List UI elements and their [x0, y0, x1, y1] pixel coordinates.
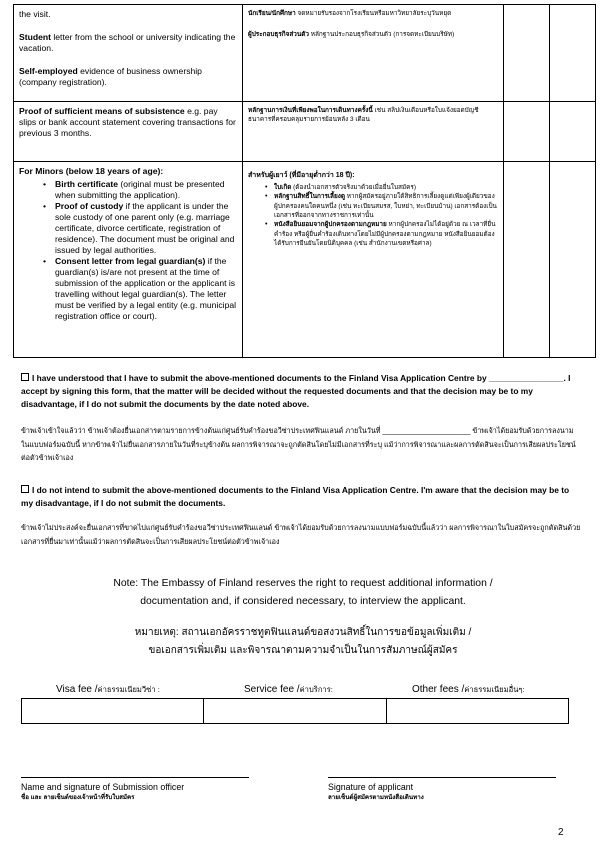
student-label: Student [19, 32, 51, 42]
documents-table [13, 4, 596, 358]
subsistence-label: Proof of sufficient means of subsistence [19, 106, 185, 116]
check-cell[interactable] [550, 5, 596, 102]
statement-text-th: ข้าพเจ้าเข้าใจแล้วว่า ข้าพเจ้าต้องยื่นเอกสารตามรายการข้างต้นแก่ศูนย์รับคำร้องขอวีซ่าประเทศฟินแลนด์ ภายในวันที่ [21, 426, 381, 435]
self-employed-label: Self-employed [19, 66, 78, 76]
student-text: letter from the school or university indicating the vacation. [19, 32, 236, 53]
caption-text: Name and signature of Submission officer [21, 782, 185, 792]
item-text: (ต้องนำเอกสารตัวจริงมาด้วยเมื่อยื่นใบสมัคร) [291, 184, 416, 192]
subsistence-label-th: หลักฐานการเงินที่เพียงพอในการเดินทางครั้งนี้ [248, 107, 373, 114]
fee-label: Visa fee / [56, 684, 98, 695]
other-fees-label [412, 684, 525, 699]
subsistence-text: e.g. pay slips or bank account statement covering transactions for previous 3 months. [19, 106, 236, 138]
statement-text: I do not intend to submit the above-mentioned documents to the Finland Visa Application Centre. I'm aware that the decision may be to my disadvantage, if I do not submit the documents. [21, 485, 570, 509]
check-cell[interactable] [504, 102, 550, 162]
minors-heading-th: สำหรับผู้เยาว์ (ที่มีอายุต่ำกว่า 18 ปี): [248, 172, 355, 179]
table-cell [243, 5, 504, 102]
item-text: (original must be presented when submitting the application). [55, 179, 225, 200]
fee-label-th: ค่าธรรมเนียมอื่นๆ: [464, 685, 525, 694]
statement-text: . I accept by signing this form, that the matter will be decided without the requested documents and that the decision may be to my disadvantage, if I do not submit the documents by the date noted above. [21, 373, 571, 410]
check-cell[interactable] [504, 162, 550, 358]
list-item [274, 192, 498, 220]
note-line: documentation and, if considered necessary, to interview the applicant. [140, 596, 466, 608]
self-employed-requirement [19, 66, 237, 88]
fee-label-th: ค่าธรรมเนียมวีซ่า : [97, 685, 160, 694]
cell-text: the visit. [19, 9, 51, 19]
statement-submit-later [21, 372, 581, 411]
list-item [55, 256, 237, 322]
applicant-signature-line[interactable] [328, 777, 556, 778]
self-employed-text-th: หลักฐานประกอบธุรกิจส่วนตัว (การจดทะเบียนบริษัท) [308, 31, 455, 39]
minors-heading: For Minors (below 18 years of age): [19, 166, 164, 176]
item-label: ใบเกิด [274, 184, 292, 192]
item-label: Birth certificate [55, 179, 119, 189]
applicant-signature-caption [328, 782, 424, 802]
fee-label-th: ค่าบริการ: [299, 685, 333, 694]
fee-table [21, 698, 569, 724]
embassy-note [0, 575, 606, 611]
item-label: หนังสือยินยอมจากผู้ปกครองตามกฎหมาย [274, 221, 387, 229]
table-row [14, 5, 596, 102]
minors-list [19, 179, 237, 322]
table-cell [243, 102, 504, 162]
self-employed-requirement-th [248, 30, 498, 39]
fee-label: Other fees / [412, 684, 465, 695]
table-cell [14, 5, 243, 102]
item-text: if the applicant is under the sole custody of one parent only (e.g. marriage certificate, divorce certificate, registration of residence). The document must be original and issued by legal authorities. [55, 201, 235, 255]
student-requirement [19, 32, 237, 54]
list-item [274, 220, 498, 248]
item-text: if the guardian(s) is/are not present at the time of submission of the application or the applicant is travelling without legal guardian(s). The letter must be verified by a legal entity (e.g. municipal registration office or court). [55, 256, 237, 321]
item-text: หากผู้สมัครอยู่ภายใต้สิทธิการเลี้ยงดูแต่เพียงผู้เดียวของผู้ปกครองคนใดคนหนึ่ง (เช่น ทะเบียนสมรส, ใบหย่า, ทะเบียนบ้าน) เอกสารต้องเป็นเอกสารที่ออกจากทางราชการเท่านั้น [274, 193, 497, 219]
caption-text: Signature of applicant [328, 782, 414, 792]
statement-not-submit [21, 484, 581, 510]
note-line: Note: The Embassy of Finland reserves the right to request additional information / [113, 578, 493, 589]
table-row [14, 102, 596, 162]
visa-fee-field[interactable] [22, 699, 204, 723]
table-cell [243, 162, 504, 358]
deadline-blank[interactable]: ________________ [488, 373, 564, 383]
visa-fee-label [56, 684, 160, 699]
officer-signature-line[interactable] [21, 777, 249, 778]
check-cell[interactable] [504, 5, 550, 102]
other-fees-field[interactable] [387, 699, 568, 723]
table-cell [14, 102, 243, 162]
submit-later-checkbox[interactable] [21, 373, 29, 381]
student-requirement-th [248, 9, 498, 18]
item-label: หลักฐานสิทธิ์ในการเลี้ยงดู [274, 193, 345, 201]
officer-signature-caption [21, 782, 184, 802]
check-cell[interactable] [550, 102, 596, 162]
check-cell[interactable] [550, 162, 596, 358]
embassy-note-th [0, 624, 606, 659]
self-employed-label-th: ผู้ประกอบธุรกิจส่วนตัว [248, 31, 309, 39]
not-submit-checkbox[interactable] [21, 485, 29, 493]
item-label: Proof of custody [55, 201, 124, 211]
statement-not-submit-th [21, 521, 581, 548]
list-item [274, 183, 498, 192]
minors-list-th [248, 183, 498, 248]
table-row [14, 162, 596, 358]
list-item [55, 179, 237, 201]
statement-submit-later-th [21, 424, 581, 465]
list-item [55, 201, 237, 256]
student-text-th: จดหมายรับรองจากโรงเรียนหรือมหาวิทยาลัยระบุวันหยุด [295, 10, 452, 17]
statement-text-th: ข้าพเจ้าไม่ประสงค์จะยื่นเอกสารที่ขาดไปแก่ศูนย์รับคำร้องขอวีซ่าประเทศฟินแลนด์ ข้าพเจ้าได้ยอมรับด้วยการลงนามแบบฟอร์มฉบับนี้แล้วว่า ผลการพิจารณาในใบสมัครจะถูกตัดสินด้วยเอกสารที่ยื่นมาเท่านั้นแม้ว่าผลการตัดสินจะเป็นการเสียผลประโยชน์ต่อตัวข้าพเจ้าเอง [21, 523, 581, 546]
table-cell [14, 162, 243, 358]
note-line-th: ขอเอกสารเพิ่มเติม และพิจารณาตามความจำเป็นในการสัมภาษณ์ผู้สมัคร [148, 644, 458, 656]
item-text: หากผู้ปกครองไม่ได้อยู่ด้วย ณ เวลาที่ยื่นคำร้อง หรือผู้ยื่นคำร้องเดินทางโดยไม่มีผู้ปกครองตามกฎหมาย หนังสือยินยอมต้องได้รับการยืนยันโดยนิติบุคคล (เช่น สำนักงานเขตหรือศาล) [274, 221, 496, 247]
caption-text-th: ลายเซ็นต์ผู้สมัครตามหนังสือเดินทาง [328, 793, 424, 801]
deadline-blank-th[interactable]: ______________________ [382, 426, 471, 435]
service-fee-label [244, 684, 333, 699]
subsistence-text-th: เช่น สลิปเงินเดือนหรือใบแจ้งยอดบัญชีธนาคารที่ครอบคลุมรายการย้อนหลัง 3 เดือน [248, 107, 479, 124]
service-fee-field[interactable] [204, 699, 386, 723]
student-label-th: นักเรียน/นักศึกษา [248, 10, 296, 17]
page-number: 2 [558, 827, 564, 838]
self-employed-text: evidence of business ownership (company registration). [19, 66, 202, 87]
caption-text-th: ชื่อ และ ลายเซ็นต์ของเจ้าหน้าที่รับใบสมัคร [21, 793, 135, 801]
item-label: Consent letter from legal guardian(s) [55, 256, 206, 266]
fee-label: Service fee / [244, 684, 300, 695]
note-line-th: หมายเหตุ: สถานเอกอัครราชทูตฟินแลนด์ขอสงวนสิทธิ์ในการขอข้อมูลเพิ่มเติม / [134, 627, 472, 638]
statement-text-th: ข้าพเจ้าได้ยอมรับด้วยการลงนามในแบบฟอร์มฉบับนี้ หากข้าพเจ้าไม่ยื่นเอกสารภายในวันที่ระบุข้างต้น ผลการพิจารณาจะถูกตัดสินโดยไม่มีเอกสารที่ระบุ แม้ว่าการพิจารณาและผลการตัดสินจะเป็นการเสียผลประโยชน์ต่อตัวข้าพเจ้าเอง [21, 426, 576, 463]
statement-text: I have understood that I have to submit the above-mentioned documents to the Finland Visa Application Centre by [32, 373, 487, 383]
